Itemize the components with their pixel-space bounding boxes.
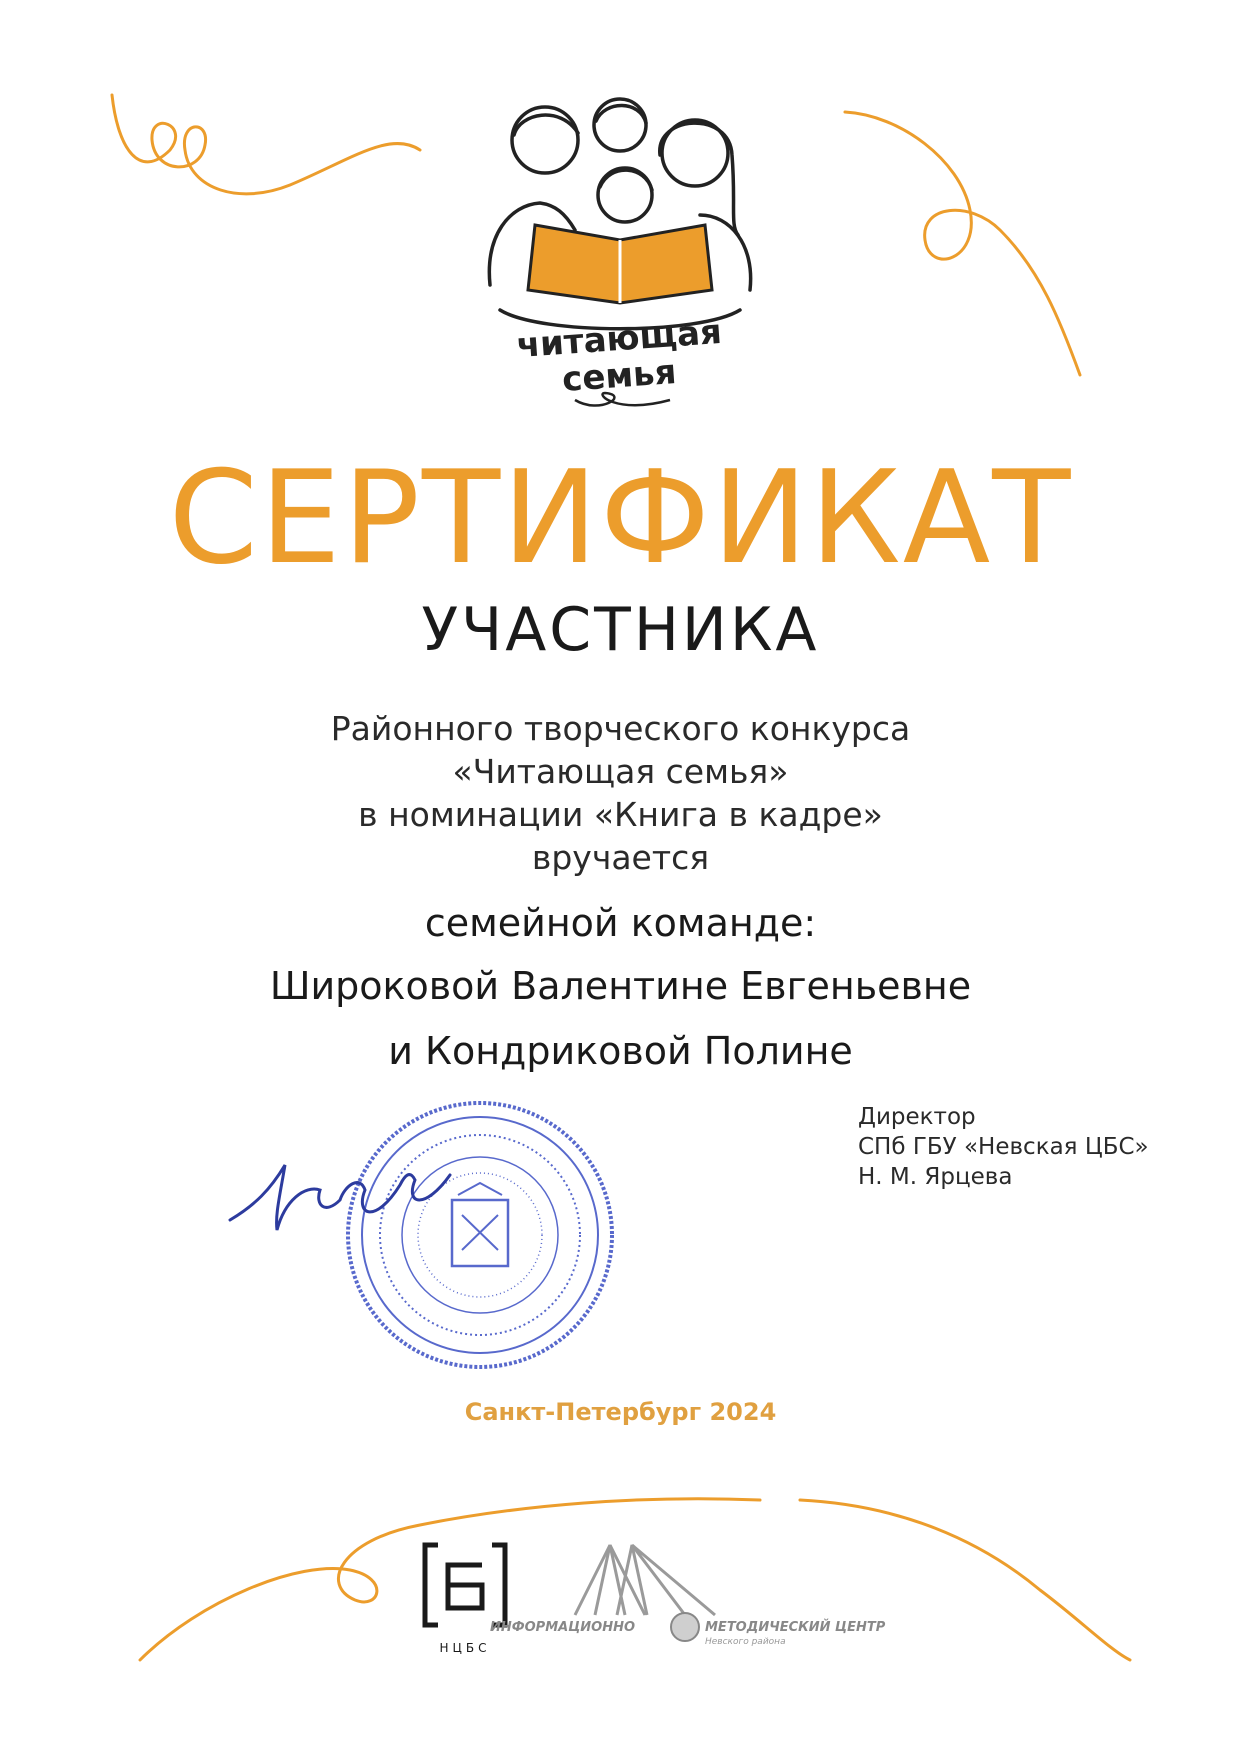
intro-text [0,707,1241,879]
recipient-label: семейной команде: [424,901,817,945]
imc-line-3: Невского района [705,1637,786,1647]
recipient-name-2: и Кондриковой Полине [388,1029,853,1073]
signature-icon [225,1145,455,1245]
director-org: СПб ГБУ «Невская ЦБС» [858,1134,1149,1160]
intro-line-1: Районного творческого конкурса [330,709,911,748]
ncbs-label: НЦБС [439,1641,491,1655]
imc-line-2: МЕТОДИЧЕСКИЙ ЦЕНТР [705,1620,886,1635]
certificate-subtitle: УЧАСТНИКА [421,595,820,665]
city-year: Санкт-Петербург 2024 [464,1398,777,1426]
logo-text-line1: читающая [515,311,723,367]
ncbs-logo-icon [420,1540,510,1660]
logo-text-line2: семья [560,352,678,400]
recipient-name-1: Широковой Валентине Евгеньевне [269,964,972,1008]
reading-family-logo-icon [480,95,760,415]
intro-line-2: «Читающая семья» [452,752,789,791]
swirl-top-right [845,112,1080,375]
intro-line-3: в номинации «Книга в кадре» [358,795,883,834]
director-name: Н. М. Ярцева [858,1164,1013,1190]
intro-line-4: вручается [531,838,710,877]
imc-logo-icon [489,1535,895,1655]
imc-line-1: ИНФОРМАЦИОННО [489,1620,635,1635]
certificate-title: СЕРТИФИКАТ [168,444,1073,593]
director-role: Директор [858,1104,976,1130]
swirl-top-left [112,95,420,194]
director-block [858,1102,1149,1192]
